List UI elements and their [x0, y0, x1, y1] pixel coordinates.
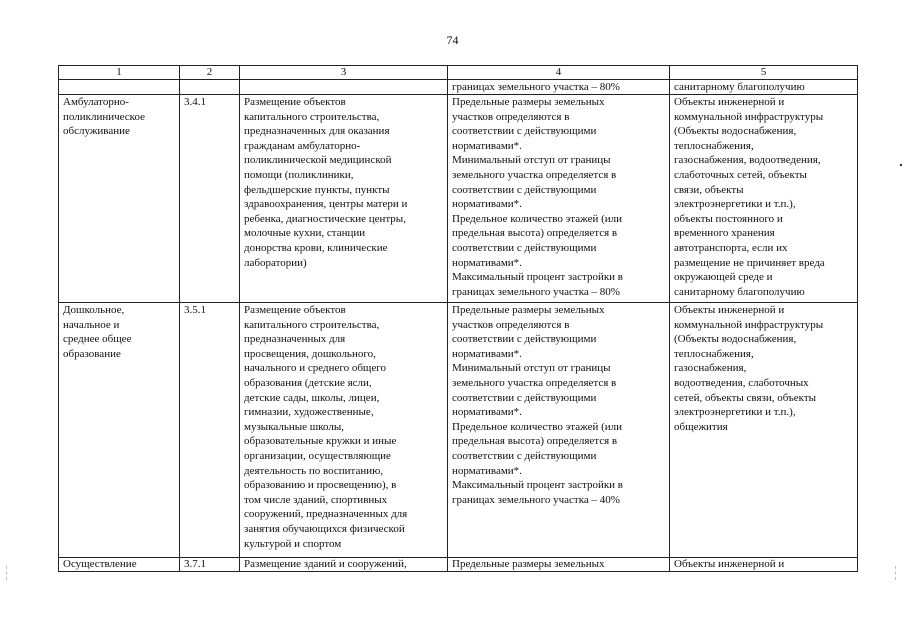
- description-cell: Размещение объектов капитального строительства, предназначенных для оказания гражданам амбулаторно- поликлинической медицинской помощи (поликлиники, фельдшерские пункты, пункты здравоохранения, центры матери и ребенка, диагностические центры, молочные кухни, станции донорства крови, клинические лаборатории): [240, 95, 448, 303]
- column-header: 4: [448, 66, 670, 80]
- table-row: [59, 303, 858, 558]
- auxiliary-cell: Объекты инженерной и: [670, 558, 858, 572]
- zoning-table: [58, 65, 858, 572]
- empty-cell: [59, 80, 180, 95]
- continuation-row: [59, 80, 858, 95]
- code-cell: 3.7.1: [180, 558, 240, 572]
- description-cell: Размещение зданий и сооружений,: [240, 558, 448, 572]
- column-header: 5: [670, 66, 858, 80]
- use-name-cell: Осуществление: [59, 558, 180, 572]
- column-header: 1: [59, 66, 180, 80]
- use-name-cell: Амбулаторно- поликлиническое обслуживание: [59, 95, 180, 303]
- description-cell: Размещение объектов капитального строительства, предназначенных для просвещения, дошкольного, начального и среднего общего образования (детские ясли, детские сады, школы, лицеи, гимназии, художественные, музыкальные школы, образовательные кружки и иные организации, осуществляющие деятельность по воспитанию, образованию и просвещению), в том числе зданий, спортивных сооружений, предназначенных для занятия обучающихся физической культурой и спортом: [240, 303, 448, 558]
- column-header: 3: [240, 66, 448, 80]
- auxiliary-cell: санитарному благополучию: [670, 80, 858, 95]
- code-cell: 3.5.1: [180, 303, 240, 558]
- parameters-cell: Предельные размеры земельных участков определяются в соответствии с действующими нормативами*. Минимальный отступ от границы земельного участка определяется в соответствии с действующими нормативами*. Предельное количество этажей (или предельная высота) определяется в соответствии с действующими нормативами*. Максимальный процент застройки в границах земельного участка – 80%: [448, 95, 670, 303]
- page-number: 74: [446, 33, 459, 47]
- code-cell: 3.4.1: [180, 95, 240, 303]
- empty-cell: [240, 80, 448, 95]
- margin-mark-left: [6, 566, 8, 580]
- table-header-row: [59, 66, 858, 80]
- parameters-cell: границах земельного участка – 80%: [448, 80, 670, 95]
- auxiliary-cell: Объекты инженерной и коммунальной инфраструктуры (Объекты водоснабжения, теплоснабжения, газоснабжения, водоотведения, слаботочных сетей, объекты связи, объекты электроэнергетики и т.п.), общежития: [670, 303, 858, 558]
- auxiliary-cell: Объекты инженерной и коммунальной инфраструктуры (Объекты водоснабжения, теплоснабжения, газоснабжения, водоотведения, слаботочных сетей, объекты связи, объекты электроэнергетики и т.п.), объекты постоянного и временного хранения автотранспорта, если их размещение не причиняет вреда окружающей среде и санитарному благополучию: [670, 95, 858, 303]
- use-name-cell: Дошкольное, начальное и среднее общее образование: [59, 303, 180, 558]
- scan-speck: [900, 164, 902, 166]
- table-row: [59, 558, 858, 572]
- parameters-cell: Предельные размеры земельных участков определяются в соответствии с действующими нормативами*. Минимальный отступ от границы земельного участка определяется в соответствии с действующими нормативами*. Предельное количество этажей (или предельная высота) определяется в соответствии с действующими нормативами*. Максимальный процент застройки в границах земельного участка – 40%: [448, 303, 670, 558]
- margin-mark-right: [895, 566, 897, 580]
- empty-cell: [180, 80, 240, 95]
- parameters-cell: Предельные размеры земельных: [448, 558, 670, 572]
- column-header: 2: [180, 66, 240, 80]
- table-row: [59, 95, 858, 303]
